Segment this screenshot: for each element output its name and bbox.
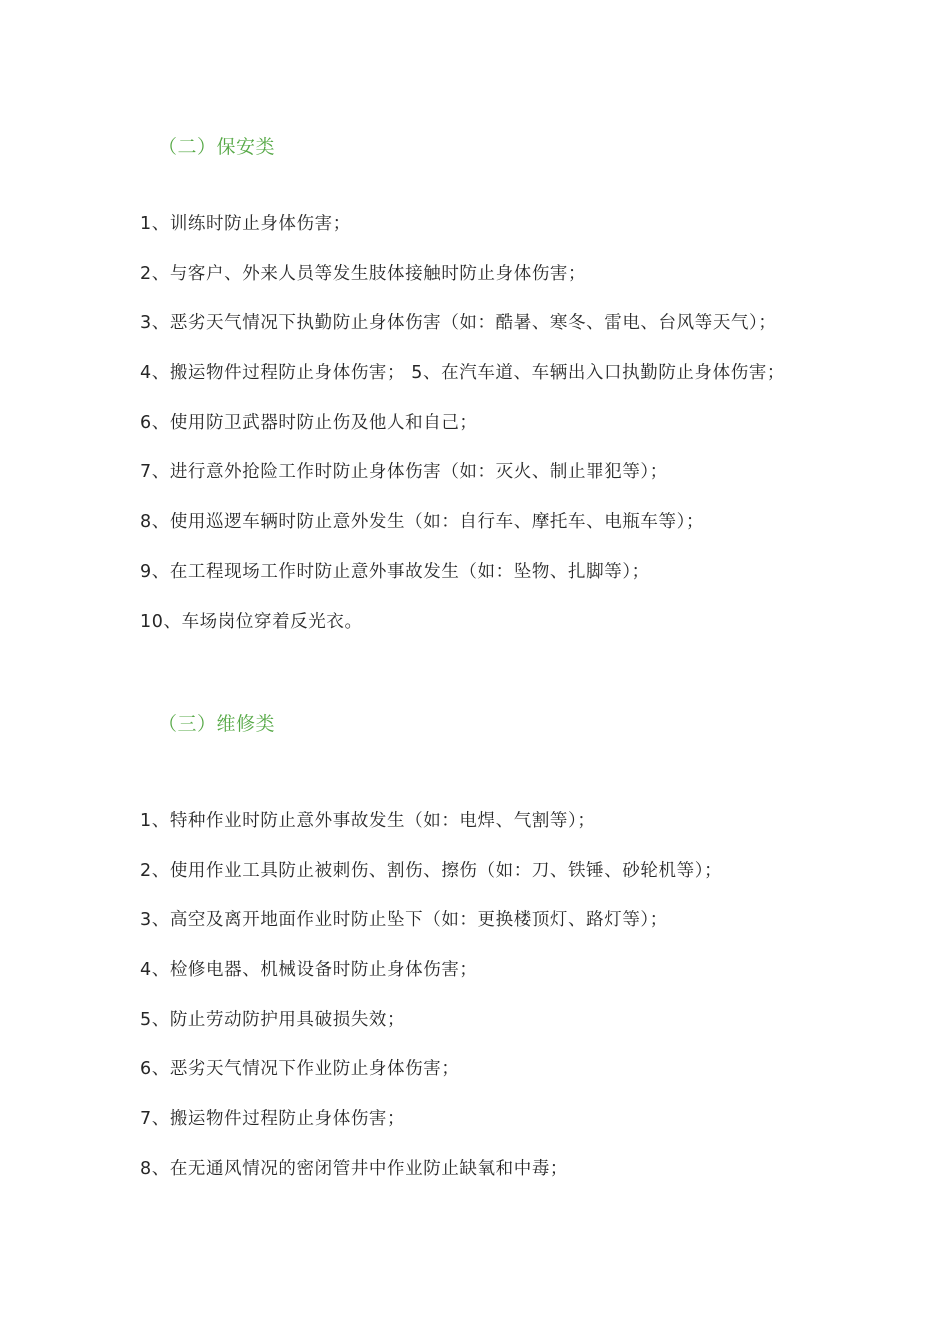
list-item: 6、恶劣天气情况下作业防止身体伤害；	[140, 1059, 460, 1080]
list-item: 4、检修电器、机械设备时防止身体伤害；	[140, 960, 478, 981]
section-heading-maintenance: （三）维修类	[158, 713, 276, 735]
list-item: 4、搬运物件过程防止身体伤害； 5、在汽车道、车辆出入口执勤防止身体伤害；	[140, 363, 786, 384]
list-item: 1、训练时防止身体伤害；	[140, 214, 351, 234]
maintenance-item-list	[140, 809, 722, 1207]
list-item: 3、恶劣天气情况下执勤防止身体伤害（如：酷暑、寒冬、雷电、台风等天气）；	[140, 313, 777, 334]
security-item-list	[140, 212, 785, 659]
list-item: 7、搬运物件过程防止身体伤害；	[140, 1109, 406, 1130]
list-item: 2、使用作业工具防止被刺伤、割伤、擦伤（如：刀、铁锤、砂轮机等）；	[140, 860, 723, 881]
list-item: 3、高空及离开地面作业时防止坠下（如：更换楼顶灯、路灯等）；	[140, 910, 668, 931]
list-item: 1、特种作业时防止意外事故发生（如：电焊、气割等）；	[140, 811, 596, 831]
list-item: 2、与客户、外来人员等发生肢体接触时防止身体伤害；	[140, 263, 587, 284]
list-item: 10、车场岗位穿着反光衣。	[140, 611, 363, 632]
list-item: 8、在无通风情况的密闭管井中作业防止缺氧和中毒；	[140, 1158, 569, 1179]
list-item: 8、使用巡逻车辆时防止意外发生（如：自行车、摩托车、电瓶车等）；	[140, 512, 705, 533]
list-item: 9、在工程现场工作时防止意外事故发生（如：坠物、扎脚等）；	[140, 561, 650, 582]
list-item: 6、使用防卫武器时防止伤及他人和自己；	[140, 412, 478, 433]
list-item: 5、防止劳动防护用具破损失效；	[140, 1009, 406, 1030]
section-heading-security: （二）保安类	[158, 136, 276, 158]
list-item: 7、进行意外抢险工作时防止身体伤害（如：灭火、制止罪犯等）；	[140, 462, 668, 483]
